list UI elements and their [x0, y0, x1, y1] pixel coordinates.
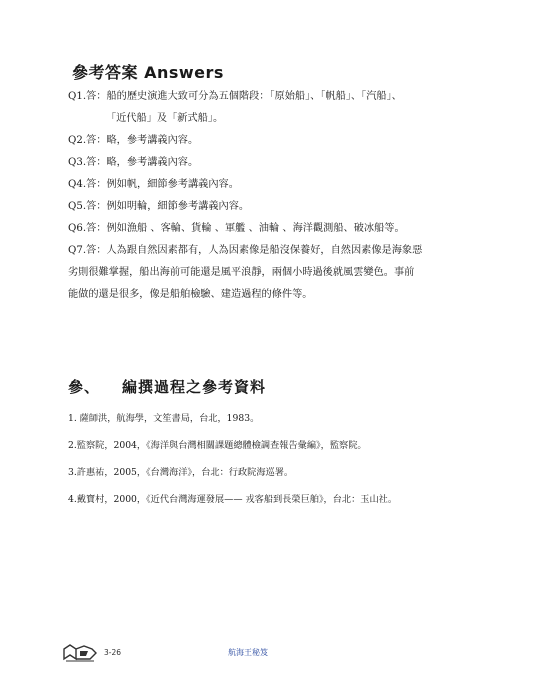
- answer-q7-line1: Q7.答：人為跟自然因素都有，人為因素像是船沒保養好，自然因素像是海象惡: [68, 245, 423, 256]
- answer-q1-line1: Q1.答：船的歷史演進大致可分為五個階段：「原始船」、「帆船」、「汽船」、: [68, 91, 402, 102]
- reference-item: 4.戴寶村，2000，《近代台灣海運發展—— 戎客船到長榮巨舶》，台北：玉山社。: [68, 494, 398, 505]
- answers-heading: 參考答案 Answers: [72, 63, 224, 82]
- answer-q1-line2: 「近代船」及「新式船」。: [106, 113, 224, 124]
- answers-list: [68, 86, 478, 306]
- answer-q7-line2: 劣則很難掌握，船出海前可能還是風平浪靜，兩個小時過後就風雲變色。事前: [68, 267, 415, 278]
- answer-q4: Q4.答：例如帆，細節參考講義內容。: [68, 179, 239, 190]
- page-number: 3-26: [104, 648, 122, 657]
- reference-item: 3.許惠祐，2005，《台灣海洋》，台北：行政院海巡署。: [68, 467, 294, 478]
- references-list: [68, 410, 488, 518]
- ship-logo-icon: [62, 643, 98, 663]
- answer-q5: Q5.答：例如明輪，細節參考講義內容。: [68, 201, 250, 212]
- reference-item: 1. 薩師洪，航海學，文笙書局，台北，1983。: [68, 413, 260, 424]
- book-title: 航海王秘笈: [228, 648, 268, 657]
- references-heading-number: 參、: [68, 378, 101, 396]
- reference-item: 2.監察院，2004，《海洋與台灣相關課題總體檢調查報告彙編》，監察院。: [68, 440, 367, 451]
- references-heading-title: 編撰過程之參考資料: [122, 378, 267, 396]
- references-heading: [68, 376, 266, 397]
- answer-q6: Q6.答：例如漁船 、客輪、貨輪 、軍艦 、油輪 、海洋觀測船、破冰船等。: [68, 223, 405, 234]
- answer-q7-line3: 能做的還是很多，像是船舶檢驗、建造過程的條件等。: [68, 289, 313, 300]
- answer-q2: Q2.答：略，參考講義內容。: [68, 135, 199, 146]
- answer-q3: Q3.答：略，參考講義內容。: [68, 157, 199, 168]
